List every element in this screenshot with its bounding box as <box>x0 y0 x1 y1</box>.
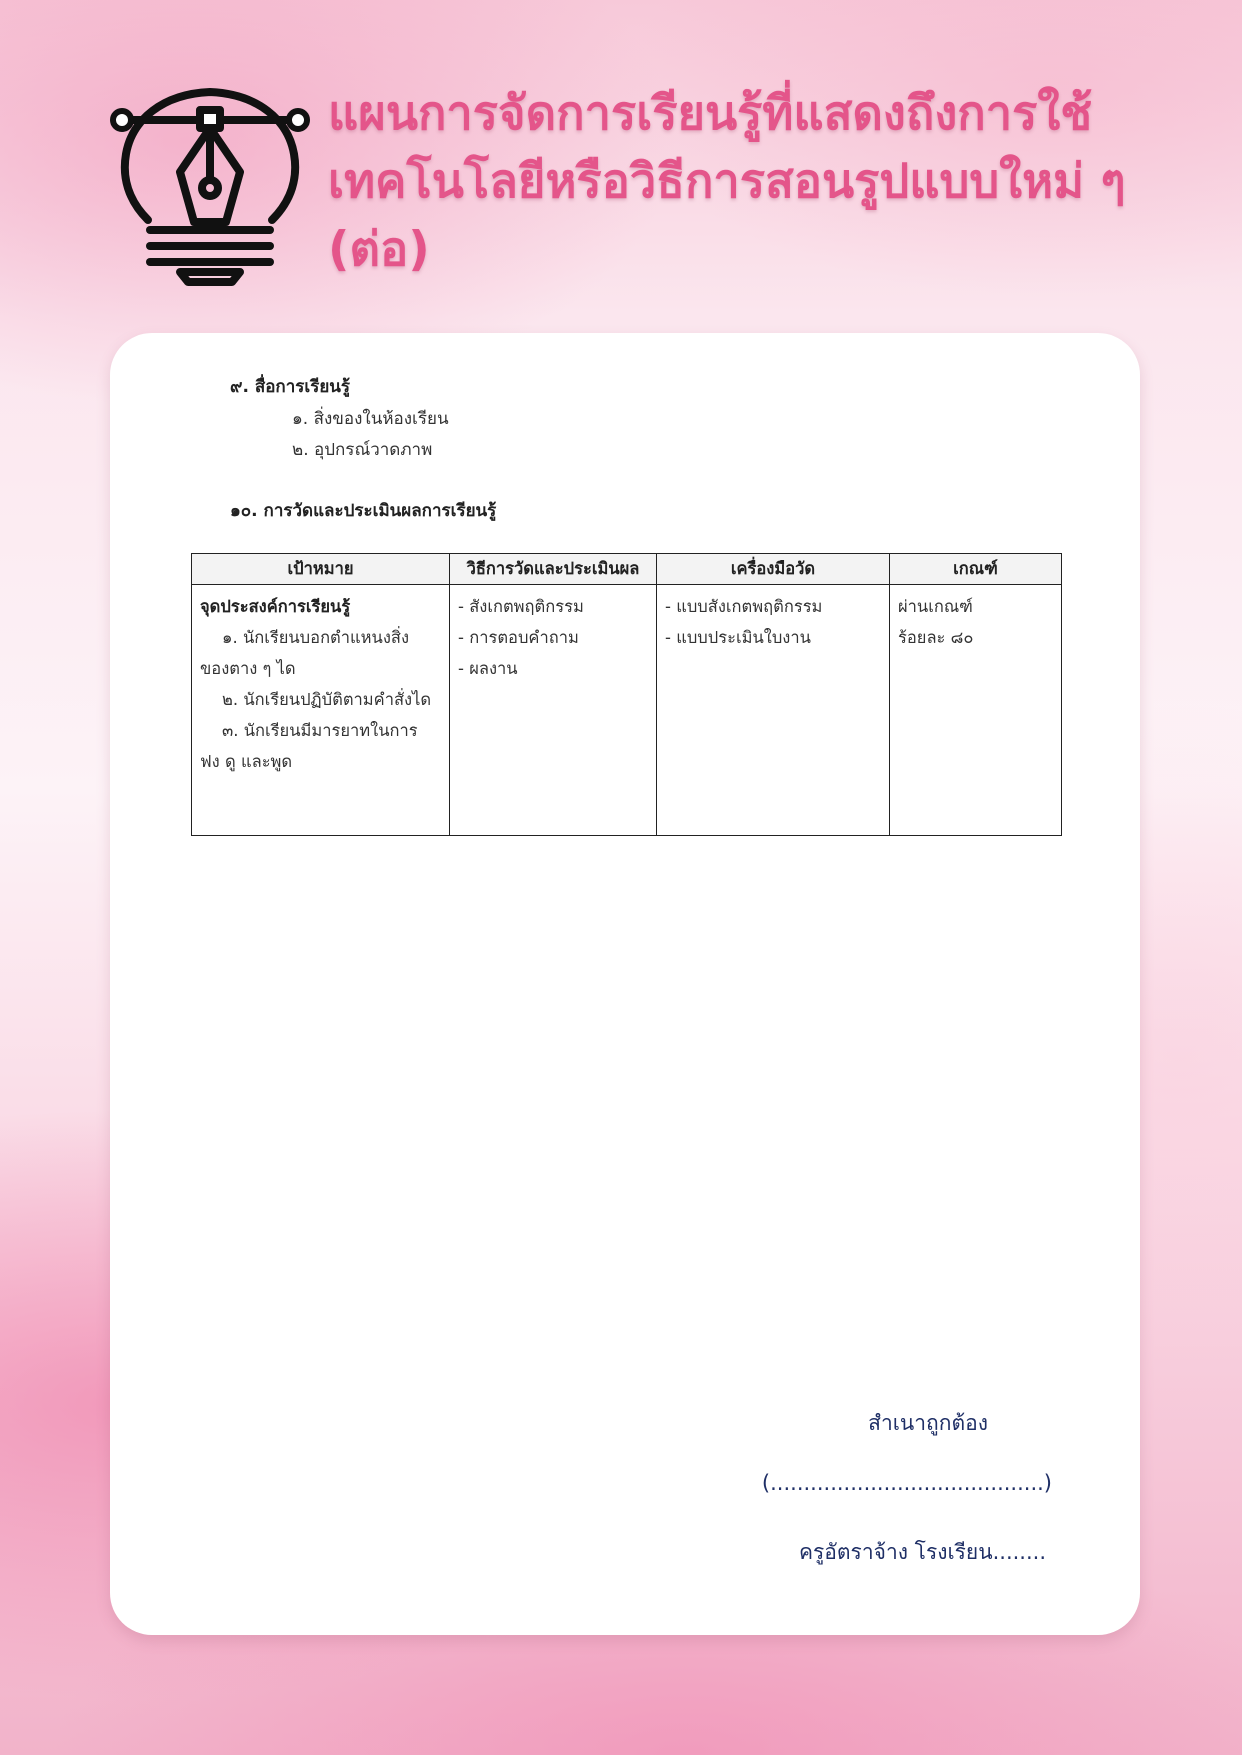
method-cell <box>450 585 657 836</box>
title-line-3: (ต่อ) <box>328 222 430 277</box>
criteria-line-1: ผ่านเกณฑ์ <box>898 597 973 616</box>
page-header <box>0 0 1242 330</box>
col-header-method: วิธีการวัดและประเมินผล <box>450 554 657 585</box>
tool-item-2: - แบบประเมินใบงาน <box>665 628 811 647</box>
assessment-table <box>191 553 1062 836</box>
goal-title: จุดประสงค์การเรียนรู้ <box>200 597 351 616</box>
section9-heading: ๙. สื่อการเรียนรู้ <box>230 377 351 397</box>
col-header-criteria: เกณฑ์ <box>890 554 1062 585</box>
section9-item-1: ๑. สิ่งของในห้องเรียน <box>292 409 449 429</box>
criteria-line-2: ร้อยละ ๘๐ <box>898 628 974 647</box>
method-item-1: - สังเกตพฤติกรรม <box>458 597 584 616</box>
col-header-goal: เป้าหมาย <box>192 554 450 585</box>
table-row <box>192 585 1062 836</box>
title-line-2: เทคโนโลยีหรือวิธีการสอนรูปแบบใหม่ ๆ <box>328 154 1126 209</box>
criteria-cell <box>890 585 1062 836</box>
goal-line-3: ๒. นักเรียนปฏิบัติตามคำสั่งได <box>222 690 432 709</box>
goal-line-4: ๓. นักเรียนมีมารยาทในการ <box>222 721 418 740</box>
title-line-1: แผนการจัดการเรียนรู้ที่แสดงถึงการใช้ <box>328 86 1093 141</box>
table-header-row <box>192 554 1062 585</box>
signature-name-blank: (.........................................) <box>761 1471 1052 1495</box>
lightbulb-pen-icon <box>110 82 310 287</box>
goal-line-2: ของตาง ๆ ได <box>200 659 296 678</box>
col-header-tool: เครื่องมือวัด <box>657 554 890 585</box>
method-item-3: - ผลงาน <box>458 659 518 678</box>
signature-position: ครูอัตราจ้าง โรงเรียน........ <box>798 1540 1046 1564</box>
goal-line-5: ฟง ดู และพูด <box>200 752 293 771</box>
content-card <box>110 333 1140 1635</box>
goal-line-1: ๑. นักเรียนบอกตำแหนงสิ่ง <box>222 628 410 647</box>
certified-copy-label: สำเนาถูกต้อง <box>868 1411 988 1435</box>
page-title <box>328 80 1208 284</box>
method-item-2: - การตอบคำถาม <box>458 628 579 647</box>
tool-item-1: - แบบสังเกตพฤติกรรม <box>665 597 823 616</box>
goal-cell <box>192 585 450 836</box>
tool-cell <box>657 585 890 836</box>
section10-heading: ๑๐. การวัดและประเมินผลการเรียนรู้ <box>230 501 497 521</box>
section9-item-2: ๒. อุปกรณ์วาดภาพ <box>292 440 433 460</box>
